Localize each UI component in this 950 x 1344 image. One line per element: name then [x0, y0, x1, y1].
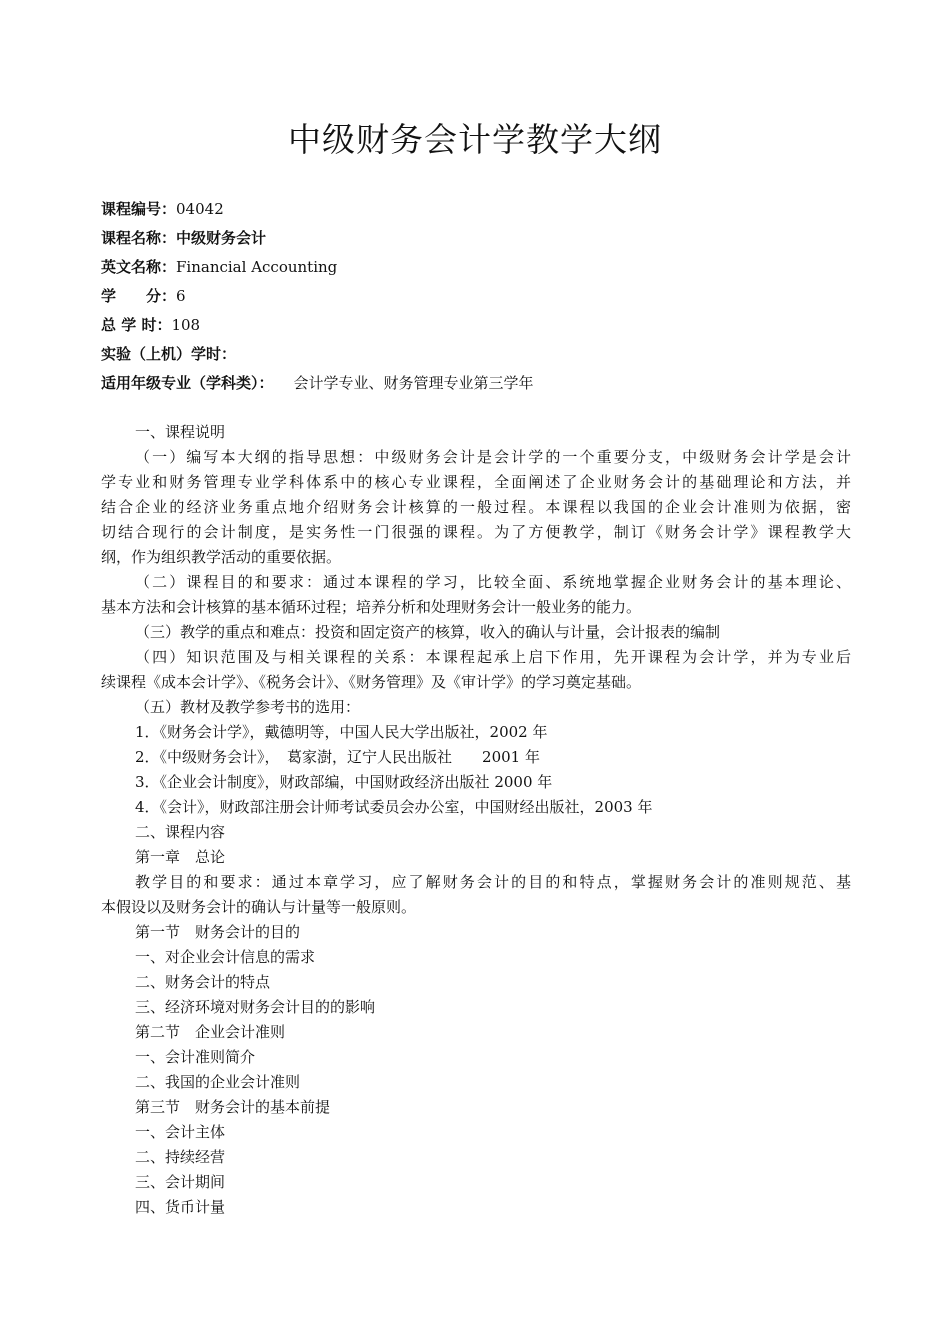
- paragraph-line: （四）知识范围及与相关课程的关系：本课程起承上启下作用，先开课程为会计学，并为专业后: [135, 648, 851, 666]
- paragraph-line: 切结合现行的会计制度，是实务性一门很强的课程。为了方便教学，制订《财务会计学》课程教学大: [101, 523, 851, 541]
- reference-item: 4．《会计》，财政部注册会计师考试委员会办公室，中国财经出版社，2003 年: [135, 798, 653, 816]
- list-item: 二、财务会计的特点: [135, 973, 271, 991]
- list-item: 一、对企业会计信息的需求: [135, 948, 316, 966]
- section-heading: 第三节 财务会计的基本前提: [135, 1098, 331, 1116]
- lab-hours-row: [101, 344, 236, 364]
- list-item: 二、持续经营: [135, 1148, 226, 1166]
- paragraph-line: 本假设以及财务会计的确认与计量等一般原则。: [101, 898, 417, 916]
- list-item: 三、会计期间: [135, 1173, 226, 1191]
- section-heading: 第一节 财务会计的目的: [135, 923, 301, 941]
- section-heading-course-description: 一、课程说明: [135, 423, 226, 441]
- credit-label: 学 分：: [101, 287, 177, 305]
- english-name-label: 英文名称：: [101, 258, 177, 276]
- reference-item: 1．《财务会计学》，戴德明等，中国人民大学出版社，2002 年: [135, 723, 548, 741]
- paragraph-line: 纲，作为组织教学活动的重要依据。: [101, 548, 342, 566]
- course-code-label: 课程编号：: [101, 200, 177, 218]
- chapter-heading: 第一章 总论: [135, 848, 226, 866]
- credit-value: 6: [176, 287, 186, 305]
- paragraph-line: （五）教材及教学参考书的选用：: [135, 698, 361, 716]
- list-item: 一、会计准则简介: [135, 1048, 256, 1066]
- total-hours-label: 总 学 时：: [101, 316, 172, 334]
- paragraph-line: 续课程《成本会计学》、《税务会计》、《财务管理》及《审计学》的学习奠定基础。: [101, 673, 642, 691]
- section-heading: 第二节 企业会计准则: [135, 1023, 286, 1041]
- applicable-major-row: [101, 373, 534, 393]
- english-name-row: [101, 257, 337, 277]
- course-code-row: [101, 199, 224, 219]
- reference-item: 3．《企业会计制度》，财政部编，中国财政经济出版社 2000 年: [135, 773, 553, 791]
- credit-row: [101, 286, 186, 306]
- section-heading-course-content: 二、课程内容: [135, 823, 226, 841]
- reference-item: 2．《中级财务会计》， 葛家澍，辽宁人民出版社 2001 年: [135, 748, 540, 766]
- course-name-value: 中级财务会计: [176, 229, 267, 247]
- lab-hours-label: 实验（上机）学时：: [101, 345, 237, 363]
- total-hours-row: [101, 315, 200, 335]
- list-item: 四、货币计量: [135, 1198, 226, 1216]
- paragraph-line: 学专业和财务管理专业学科体系中的核心专业课程，全面阐述了企业财务会计的基础理论和方法，并: [101, 473, 851, 491]
- list-item: 一、会计主体: [135, 1123, 226, 1141]
- paragraph-line: 结合企业的经济业务重点地介绍财务会计核算的一般过程。本课程以我国的企业会计准则为依据，密: [101, 498, 851, 516]
- list-item: 二、我国的企业会计准则: [135, 1073, 301, 1091]
- list-item: 三、经济环境对财务会计目的的影响: [135, 998, 376, 1016]
- total-hours-value: 108: [171, 316, 201, 334]
- paragraph-line: （二）课程目的和要求：通过本课程的学习，比较全面、系统地掌握企业财务会计的基本理论、: [135, 573, 851, 591]
- course-name-label: 课程名称：: [101, 229, 177, 247]
- applicable-major-value: 会计学专业、财务管理专业第三学年: [293, 374, 534, 392]
- course-code-value: 04042: [176, 200, 224, 218]
- course-name-row: [101, 228, 266, 248]
- applicable-major-label: 适用年级专业（学科类）：: [101, 374, 274, 392]
- paragraph-line: 基本方法和会计核算的基本循环过程；培养分析和处理财务会计一般业务的能力。: [101, 598, 642, 616]
- paragraph-line: （一）编写本大纲的指导思想：中级财务会计是会计学的一个重要分支，中级财务会计学是会计: [135, 448, 851, 466]
- paragraph-line: （三）教学的重点和难点：投资和固定资产的核算，收入的确认与计量，会计报表的编制: [135, 623, 721, 641]
- paragraph-line: 教学目的和要求：通过本章学习，应了解财务会计的目的和特点，掌握财务会计的准则规范、基: [135, 873, 851, 891]
- document-title: 中级财务会计学教学大纲: [288, 120, 662, 159]
- english-name-value: Financial Accounting: [176, 258, 338, 276]
